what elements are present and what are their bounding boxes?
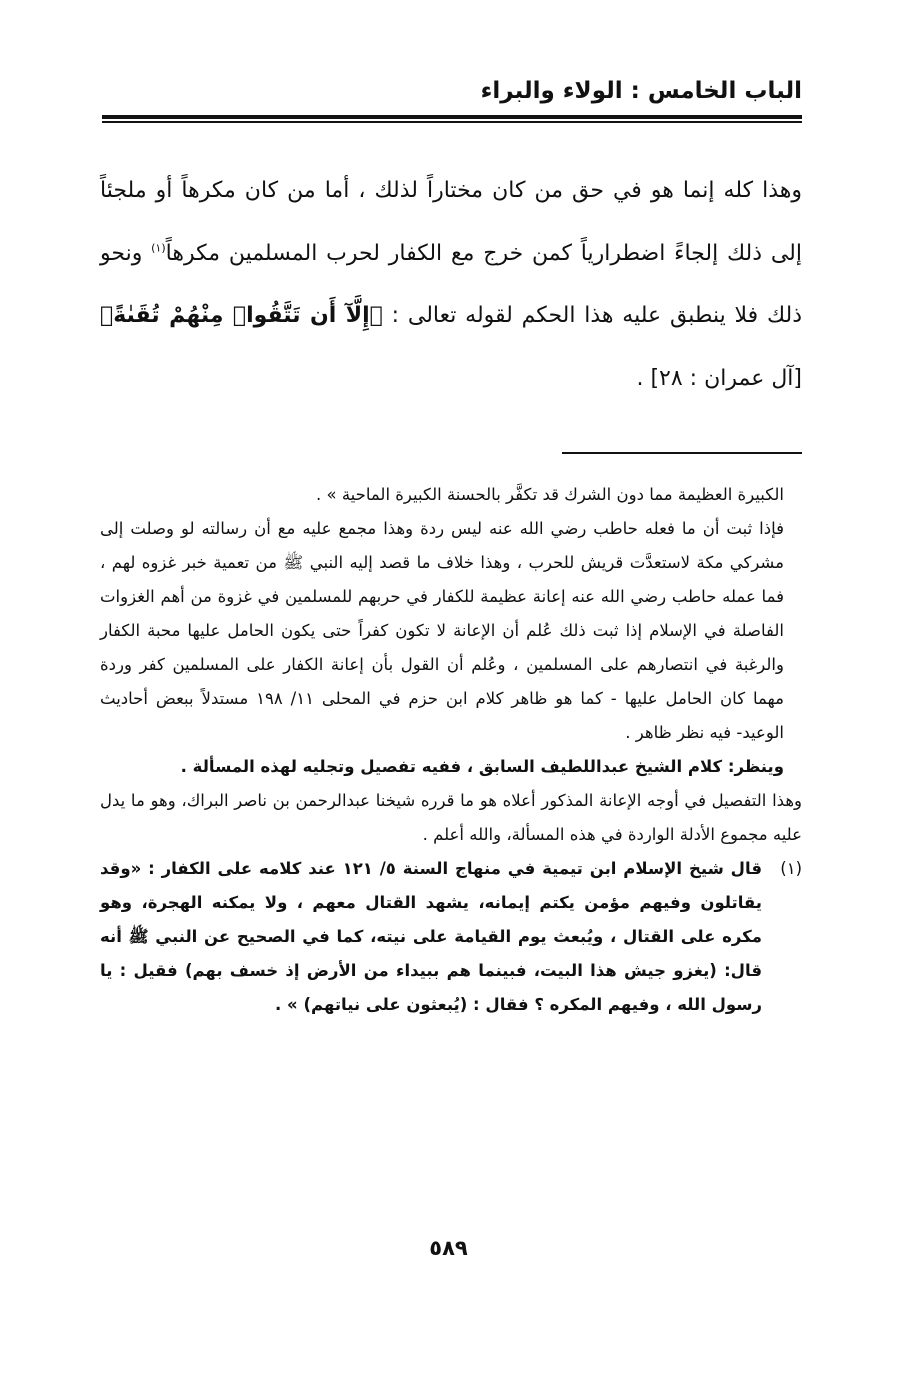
footnote-separator [562, 452, 802, 454]
footnote-marker: (١) [151, 241, 166, 255]
footnote-1-body: وفيهم مؤمن يكتم إيمانه، يشهد القتال معهم ، ولا يمكنه الهجرة، وهو مكره على القتال ، ويُبعث يوم القيامة على نيته، كما في الصحيح عن النبي ﷺ أنه قال: (يغزو جيش هذا البيت، فبينما هم ببيداء من الأرض إذ خسف بهم) فقيل : يا رسول الله ، وفيهم المكره ؟ فقال : (يُبعثون على نياتهم) » . [100, 893, 762, 1014]
header-rule-thin [102, 121, 802, 123]
footnote-previous-line: الكبيرة العظيمة مما دون الشرك قد تكفَّر بالحسنة الكبيرة الماحية » . [316, 485, 784, 504]
footnote-1-lead: قال شيخ الإسلام ابن تيمية في منهاج السنة ٥/ ١٢١ عند كلامه على الكفار : «وقد يقاتلون [100, 859, 762, 912]
footnote-number: (١) [780, 859, 802, 878]
quran-reference: [آل عمران : ٢٨] . [636, 365, 802, 391]
main-paragraph-intro: وهذا كله إنما هو في حق من كان مختاراً لذلك ، أما من كان مكرهاً أو ملجئاً إلى ذلك إلجاءً اضطرارياً كمن خرج مع الكفار لحرب المسلمين مكرهاً [100, 178, 802, 266]
footnote-paragraph-2: وينظر: كلام الشيخ عبداللطيف السابق ، ففيه تفصيل وتجليه لهذه المسألة . [180, 757, 784, 776]
main-paragraph-continuation: ونحو ذلك فلا ينطبق عليه هذا الحكم لقوله تعالى : [100, 240, 803, 328]
running-header: الباب الخامس : الولاء والبراء [480, 78, 802, 104]
quran-verse: ﴿إِلَّآ أَن تَتَّقُوا۟ مِنْهُمْ تُقَىٰةً﴾ [100, 303, 383, 328]
footnote-paragraph-1: فإذا ثبت أن ما فعله حاطب رضي الله عنه ليس ردة وهذا مجمع عليه مع أن رسالته لو وصلت إلى مشركي مكة لاستعدَّت قريش للحرب ، وهذا خلاف ما قصد إليه النبي ﷺ من تعمية خبر غزوه لهم ، فما عمله حاطب رضي الله عنه إعانة عظيمة للكفار في حربهم للمسلمين في غزوة من أهم الغزوات الفاصلة في الإسلام إذا ثبت ذلك عُلم أن الإعانة لا تكون كفراً حتى يكون الحامل عليها محبة الكفار والرغبة في انتصارهم على المسلمين ، وعُلم أن القول بأن إعانة الكفار على المسلمين كفر وردة مهما كان الحامل عليها - كما هو ظاهر كلام ابن حزم في المحلى ١١/ ١٩٨ مستدلاً ببعض أحاديث الوعيد- فيه نظر ظاهر . [100, 519, 784, 742]
page-number: ٥٨٩ [429, 1236, 468, 1260]
footnote-paragraph-3: وهذا التفصيل في أوجه الإعانة المذكور أعلاه هو ما قرره شيخنا عبدالرحمن بن ناصر البراك، وهو ما يدل عليه مجموع الأدلة الواردة في هذه المسألة، والله أعلم . [100, 791, 802, 844]
header-rule-thick [102, 115, 802, 119]
footnotes [100, 478, 802, 1022]
footnote-1 [100, 852, 802, 1022]
main-paragraph [100, 160, 802, 410]
main-text [100, 160, 802, 410]
